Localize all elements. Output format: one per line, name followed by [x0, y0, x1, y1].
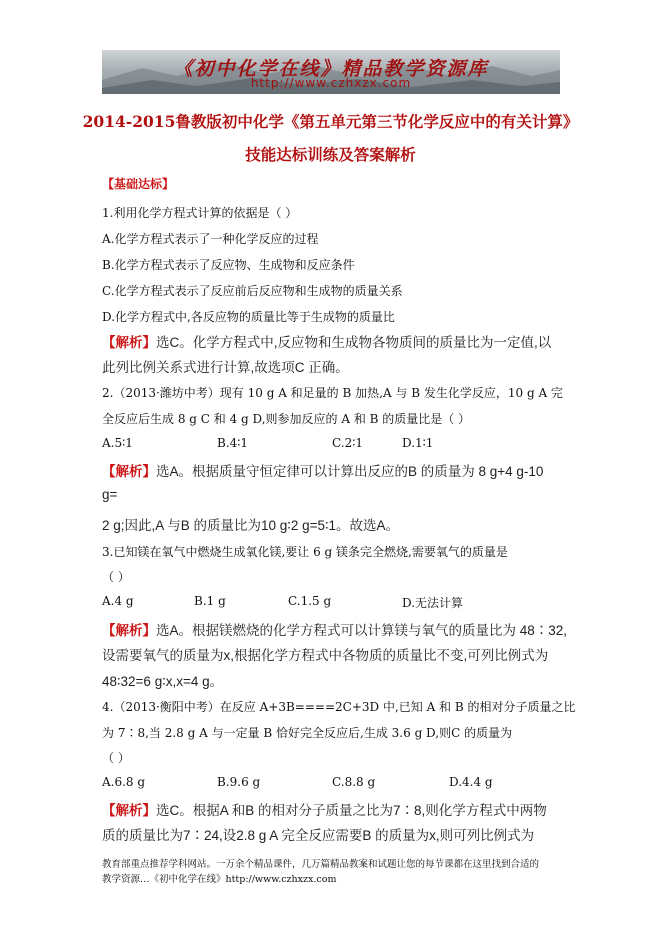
section-heading: 【基础达标】: [102, 177, 175, 191]
question-3-option-c: C.1.5 g: [288, 594, 332, 608]
question-3-analysis-line2: 设需要氧气的质量为x,根据化学方程式中各物质的质量比不变,可列比例式为: [102, 648, 549, 663]
question-2-stem-line1: 2.（2013·潍坊中考）现有 10 g A 和足量的 B 加热,A 与 B 发生化学反应，10 g A 完: [102, 386, 563, 400]
question-4-stem-line3: （ ）: [102, 751, 130, 765]
question-4-option-b: B.9.6 g: [217, 775, 261, 789]
question-3-analysis-line3: 48∶32=6 g∶x,x=4 g。: [102, 674, 224, 689]
banner-url[interactable]: http://www.czhxzx.com: [250, 76, 412, 90]
question-3-stem-line2: （ ）: [102, 570, 130, 584]
analysis-tag: 【解析】: [102, 335, 156, 351]
footer-line1: 教育部重点推荐学科网站。一万余个精品课件，几万篇精品教案和试题让您的每节课都在这里找到合适的: [102, 859, 540, 870]
analysis-text: 选A。根据镁燃烧的化学方程式可以计算镁与氧气的质量比为 48∶32,: [156, 623, 568, 638]
question-2-option-a: A.5∶1: [102, 436, 133, 450]
page-title-line2: 技能达标训练及答案解析: [245, 145, 416, 164]
question-4-stem-line1: 4.（2013·衡阳中考）在反应 A+3B====2C+3D 中,已知 A 和 B 的相对分子质量之比: [102, 700, 576, 714]
question-1-option-b: B.化学方程式表示了反应物、生成物和反应条件: [102, 258, 355, 272]
question-2-analysis-line3: 2 g;因此,A 与B 的质量比为10 g∶2 g=5∶1。故选A。: [102, 518, 400, 533]
analysis-text: 选C。根据A 和B 的相对分子质量之比为7∶8,则化学方程式中两物: [156, 803, 547, 818]
analysis-text: 选A。根据质量守恒定律可以计算出反应的B 的质量为 8 g+4 g-10: [156, 464, 544, 479]
question-3-analysis-line1: [102, 619, 567, 639]
question-3-option-a: A.4 g: [102, 594, 134, 608]
question-1-option-d: D.化学方程式中,各反应物的质量比等于生成物的质量比: [102, 310, 395, 324]
question-1-analysis-line2: 此列比例关系式进行计算,故选项C 正确。: [102, 360, 349, 375]
question-2-stem-line2: 全反应后生成 8 g C 和 4 g D,则参加反应的 A 和 B 的质量比是（ ）: [102, 412, 471, 426]
footer-line2[interactable]: 教学资源…《初中化学在线》http://www.czhxzx.com: [102, 874, 337, 885]
question-4-option-c: C.8.8 g: [332, 775, 376, 789]
question-1-option-c: C.化学方程式表示了反应前后反应物和生成物的质量关系: [102, 284, 403, 298]
page-title-line1: 2014-2015鲁教版初中化学《第五单元第三节化学反应中的有关计算》: [82, 112, 579, 131]
question-2-option-d: D.1∶1: [402, 436, 434, 450]
analysis-text: 选C。化学方程式中,反应物和生成物各物质间的质量比为一定值,以: [156, 335, 552, 350]
question-1-option-a: A.化学方程式表示了一种化学反应的过程: [102, 232, 319, 246]
question-3-option-d: D.无法计算: [402, 596, 464, 610]
question-4-analysis-line2: 质的质量比为7∶24,设2.8 g A 完全反应需要B 的质量为x,则可列比例式为: [102, 828, 535, 843]
header-banner: [102, 50, 560, 94]
question-3-option-b: B.1 g: [194, 594, 226, 608]
question-4-option-a: A.6.8 g: [102, 775, 146, 789]
question-3-stem-line1: 3.已知镁在氧气中燃烧生成氧化镁,要让 6 g 镁条完全燃烧,需要氧气的质量是: [102, 545, 508, 559]
question-1-analysis-line1: [102, 331, 551, 351]
question-4-stem-line2: 为 7∶8,当 2.8 g A 与一定量 B 恰好完全反应后,生成 3.6 g D,则C 的质量为: [102, 726, 513, 740]
question-4-analysis-line1: [102, 799, 547, 819]
question-2-option-c: C.2∶1: [332, 436, 363, 450]
analysis-tag: 【解析】: [102, 803, 156, 819]
question-2-option-b: B.4∶1: [217, 436, 249, 450]
analysis-tag: 【解析】: [102, 623, 156, 639]
question-2-analysis-line1: [102, 460, 543, 480]
banner-title: 《初中化学在线》精品教学资源库: [173, 58, 489, 80]
analysis-tag: 【解析】: [102, 464, 156, 480]
question-1-stem: 1.利用化学方程式计算的依据是（ ）: [102, 206, 298, 220]
question-4-option-d: D.4.4 g: [449, 775, 493, 789]
question-2-analysis-line2: g=: [102, 487, 118, 502]
